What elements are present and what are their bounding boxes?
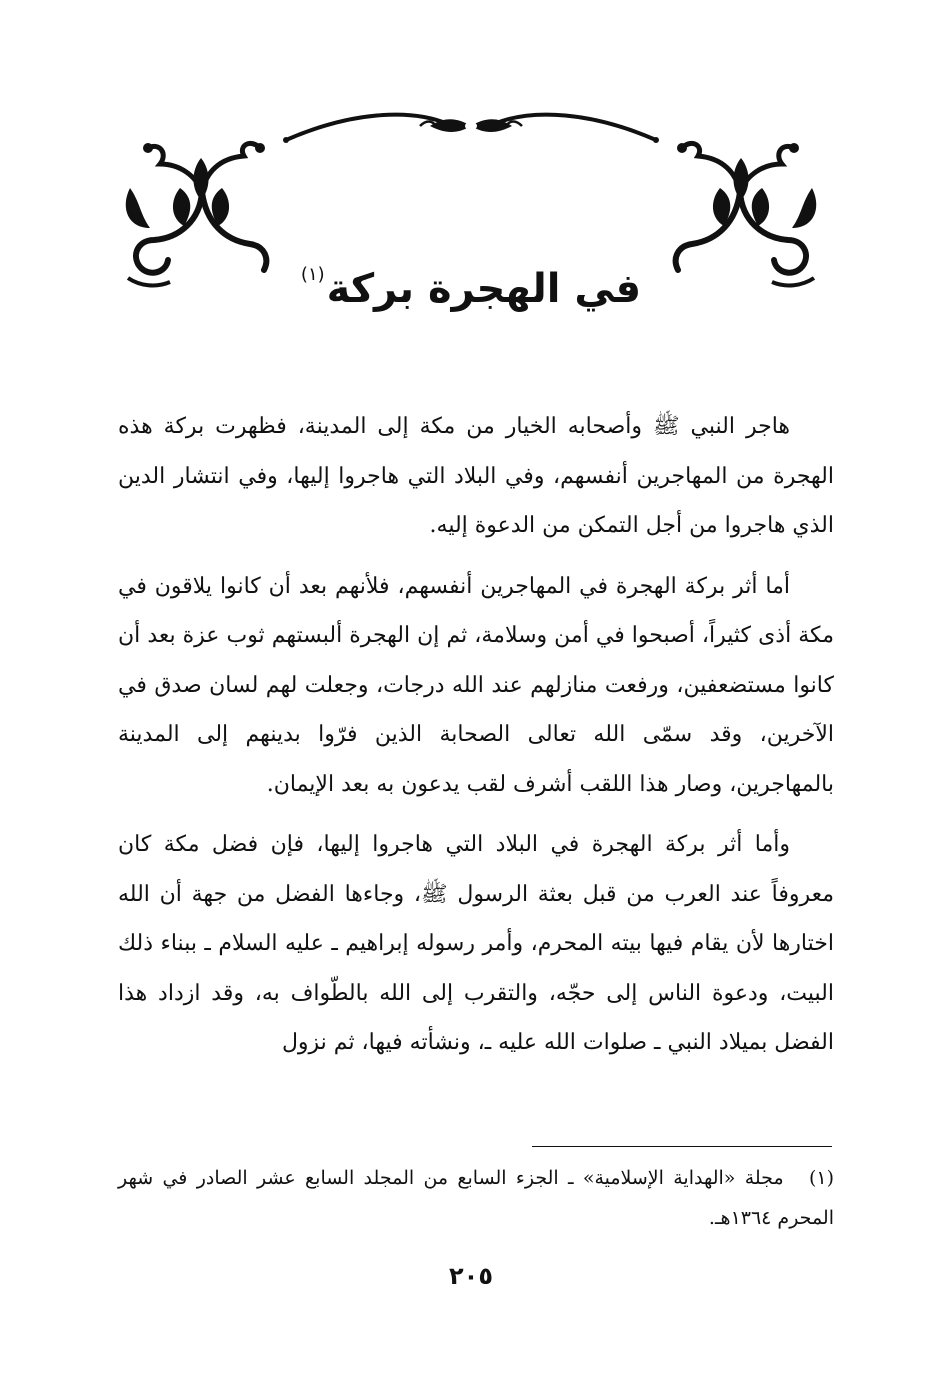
body-text [118,402,834,1079]
chapter-title-text: في الهجرة بركة [326,266,642,312]
paragraph-2: أما أثر بركة الهجرة في المهاجرين أنفسهم، فلأنهم بعد أن كانوا يلاقون في مكة أذى كثيراً، أصبحوا في أمن وسلامة، ثم إن الهجرة ألبستهم ثوب عزة بعد أن كانوا مستضعفين، ورفعت منازلهم عند الله درجات، وجعلت لهم لسان صدق في الآخرين، وقد سمّى الله تعالى الصحابة الذين فرّوا بدينهم إلى المدينة بالمهاجرين، وصار هذا اللقب أشرف لقب يدعون به بعد الإيمان. [118,573,834,797]
footnote [118,1158,834,1238]
footnote-divider [532,1146,832,1147]
footnote-number: (١) [808,1167,834,1189]
footnote-text: مجلة «الهداية الإسلامية» ـ الجزء السابع من المجلد السابع عشر الصادر في شهر المحرم ١٣٦٤هـ. [118,1167,834,1229]
top-ornament-flourish [280,104,662,148]
title-footnote-marker: (١) [300,264,325,285]
chapter-title [300,240,642,310]
right-corner-ornament [662,128,832,298]
paragraph-3: وأما أثر بركة الهجرة في البلاد التي هاجروا إليها، فإن فضل مكة كان معروفاً عند العرب من قبل بعثة الرسول ﷺ، وجاءها الفضل من جهة أن الله اختارها لأن يقام فيها بيته المحرم، وأمر رسوله إبراهيم ـ عليه السلام ـ ببناء ذلك البيت، ودعوة الناس إلى حجّه، والتقرب إلى الله بالطّواف به، وقد ازداد هذا الفضل بميلاد النبي ـ صلوات الله عليه ـ، ونشأته فيها، ثم نزول [118,832,834,1055]
left-corner-ornament [110,128,280,298]
paragraph-1: هاجر النبي ﷺ وأصحابه الخيار من مكة إلى المدينة، فظهرت بركة هذه الهجرة من المهاجرين أنفسهم، وفي البلاد التي هاجروا إليها، وفي انتشار الدين الذي هاجروا من أجل التمكن من الدعوة إليه. [118,414,834,538]
page-number: ٢٠٥ [449,1262,493,1290]
